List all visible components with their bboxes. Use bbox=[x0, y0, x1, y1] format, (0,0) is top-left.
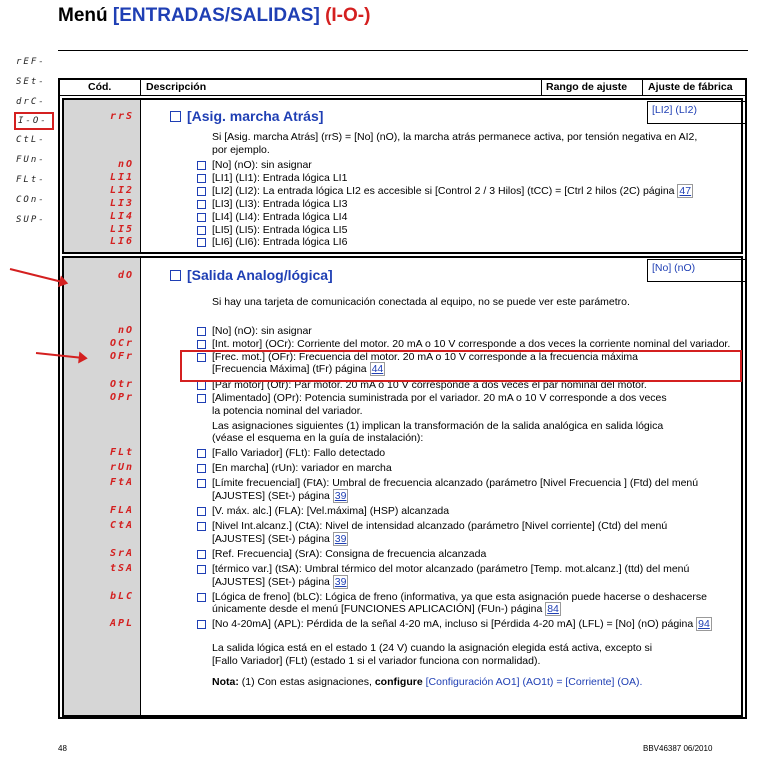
option-code: LI4 bbox=[109, 210, 134, 222]
option-code: tSA bbox=[109, 562, 134, 574]
checkbox-icon bbox=[197, 522, 206, 531]
page-title: Menú [ENTRADAS/SALIDAS] (I-O-) bbox=[58, 5, 371, 26]
header-range: Rango de ajuste bbox=[546, 81, 628, 93]
side-menu-item[interactable]: rEF- bbox=[16, 57, 46, 67]
side-menu bbox=[14, 52, 54, 230]
checkbox-icon bbox=[197, 565, 206, 574]
title-rule bbox=[58, 50, 748, 51]
page-link[interactable]: 44 bbox=[371, 363, 384, 376]
section-marker-icon bbox=[170, 111, 181, 122]
logic-intro: Las asignaciones siguientes (1) implican la transformación de la salida analógica en salida lógica (véase el esquema en la guía de instalación): bbox=[212, 419, 664, 445]
section-description: Si hay una tarjeta de comunicación conectada al equipo, no se puede ver este parámetro. bbox=[212, 296, 630, 308]
section-analog-logic-output: dO [Salida Analog/lógica] [No] (nO) Si hay una tarjeta de comunicación conectada al equipo, no se puede ver este parámetro. nO [No] (nO): sin asignar OCr [Int. motor] (OCr): Corriente del motor. 20 mA o 10 V corresponde a dos veces la corriente nominal del variador. OFr [Frec. mot.] (OFr): Frecuencia del motor. 20 mA o 10 V corresponde a la frecuencia máxima [Frecuencia Máxima] (tFr) página 44 Otr [Par motor] (Otr): Par motor. 20 mA o 10 V corresponde a dos veces el par nominal del motor. OPr [Alimentado] (OPr): Potencia suministrada por el variador. 20 mA o 10 V corresponde a dos veces la potencia nominal del variador. Las asignaciones siguientes (1) implican la transformación de la salida analógica en salida lógica (véase el esquema en la guía de instalación): FLt [Fallo Variador] (FLt): Fallo detectado rUn [En marcha] (rUn): variador en marcha FtA [Límite frecuencial] (FtA): Umbral de frecuencia alcanzado (parámetro [Nivel Frecuencia ] (Ftd) del menú [AJUSTES] (SEt-) página 39 FLA [V. máx. alc.] (FLA): [Vel.máxima] (HSP) alcanzada CtA [Nivel Int.alcanz.] (CtA): Nivel de intensidad alcanzado (parámetro [Nivel corriente] (Ctd) del menú [AJUSTES] (SEt-) página 39 SrA [Ref. Frecuencia] (SrA): Consigna de frecuencia alcanzada tSA [térmico var.] (tSA): Umbral térmico del motor alcanzado (parámetro [Temp. mot.alcanz.] (ttd) del menú [AJUSTES] (SEt-) página 39 bLC [Lógica de freno] (bLC): Lógica de freno (informativa, ya que esta asignación puede hacerse o deshacerse únicamente desde el menú [FUNCIONES APLICACIÓN] (FUn-) página 84 APL [No 4-20mA] (APL): Pérdida de la señal 4-20 mA, incluso si [Pérdida 4-20 mA] (LFL) = [No] (nO) página 94 La salida lógica está en el estado 1 (24 V) cuando la asignación elegida está activa, excepto si [Fallo Variador] (FLt) (estado 1 si el variador funciona con normalidad). Nota: (1) Con estas asignaciones, configure [Configuración AO1] (AO1t) = [Corriente] (OA). bbox=[62, 256, 743, 717]
checkbox-icon bbox=[197, 381, 206, 390]
parameter-table bbox=[58, 78, 747, 719]
side-menu-item[interactable]: I-O- bbox=[14, 112, 54, 130]
option-code: APL bbox=[109, 618, 134, 630]
option-code: rUn bbox=[109, 462, 134, 474]
checkbox-icon bbox=[197, 394, 206, 403]
checkbox-icon bbox=[197, 174, 206, 183]
checkbox-icon bbox=[197, 550, 206, 559]
table-header bbox=[60, 80, 745, 96]
option-code: LI1 bbox=[109, 171, 134, 183]
highlight-frame bbox=[180, 350, 742, 382]
side-menu-item[interactable]: drC- bbox=[16, 97, 46, 107]
option-code: OFr bbox=[109, 350, 134, 362]
checkbox-icon bbox=[197, 464, 206, 473]
option-code: LI5 bbox=[109, 223, 134, 235]
option-code: nO bbox=[117, 159, 134, 170]
checkbox-icon bbox=[197, 340, 206, 349]
checkbox-icon bbox=[197, 593, 206, 602]
option-code: Otr bbox=[109, 379, 134, 391]
option-code: CtA bbox=[109, 520, 134, 531]
checkbox-icon bbox=[197, 161, 206, 170]
side-menu-item[interactable]: COn- bbox=[16, 195, 46, 205]
side-menu-item[interactable]: FUn- bbox=[16, 155, 46, 165]
section-title: [Asig. marcha Atrás] bbox=[170, 108, 323, 124]
option-code: FLA bbox=[109, 505, 134, 516]
option-code: OPr bbox=[109, 392, 134, 403]
side-menu-item[interactable]: FLt- bbox=[16, 175, 46, 185]
option-code: LI2 bbox=[109, 184, 134, 196]
state-note: La salida lógica está en el estado 1 (24 V) cuando la asignación elegida está activa, excepto si [Fallo Variador] (FLt) (estado 1 si el variador funciona con normalidad). bbox=[212, 642, 653, 668]
checkbox-icon bbox=[197, 238, 206, 247]
section-marker-icon bbox=[170, 270, 181, 281]
option-code: nO bbox=[117, 325, 134, 336]
factory-value: [No] (nO) bbox=[647, 259, 747, 282]
checkbox-icon bbox=[197, 327, 206, 336]
checkbox-icon bbox=[197, 200, 206, 209]
side-menu-item[interactable]: CtL- bbox=[16, 135, 46, 145]
page-link[interactable]: 39 bbox=[334, 575, 347, 588]
option-code: LI6 bbox=[109, 236, 134, 248]
header-factory: Ajuste de fábrica bbox=[648, 81, 733, 93]
page-link[interactable]: 39 bbox=[334, 489, 347, 502]
checkbox-icon bbox=[197, 187, 206, 196]
checkbox-icon bbox=[197, 620, 206, 629]
checkbox-icon bbox=[197, 213, 206, 222]
side-menu-item[interactable]: SEt- bbox=[16, 77, 46, 87]
page-link[interactable]: 39 bbox=[334, 532, 347, 545]
option-code: FLt bbox=[109, 447, 134, 459]
section-description: Si [Asig. marcha Atrás] (rrS) = [No] (nO), la marcha atrás permanece activa, por tensión negativa en AI2, por ejemplo. bbox=[212, 131, 698, 156]
option-code: bLC bbox=[109, 590, 134, 602]
section-reverse-assignment: rrS [Asig. marcha Atrás] [LI2] (LI2) Si [Asig. marcha Atrás] (rrS) = [No] (nO), la marcha atrás permanece activa, por tensión negativa en AI2, por ejemplo. nO [No] (nO): sin asignar LI1 [LI1] (LI1): Entrada lógica LI1 LI2 [LI2] (LI2): La entrada lógica LI2 es accesible si [Control 2 / 3 Hilos] (tCC) = [Ctrl 2 hilos (2C) página 47 LI3 [LI3] (LI3): Entrada lógica LI3 LI4 [LI4] (LI4): Entrada lógica LI4 LI5 [LI5] (LI5): Entrada lógica LI5 LI6 [LI6] (LI6): Entrada lógica LI6 bbox=[62, 98, 743, 254]
footnote: Nota: (1) Con estas asignaciones, configure [Configuración AO1] (AO1t) = [Corriente] (OA). bbox=[212, 676, 643, 689]
factory-value: [LI2] (LI2) bbox=[647, 101, 747, 124]
param-code: rrS bbox=[109, 111, 134, 122]
page-link[interactable]: 84 bbox=[547, 603, 559, 616]
section-title: [Salida Analog/lógica] bbox=[170, 267, 333, 283]
side-menu-item[interactable]: SUP- bbox=[16, 215, 46, 225]
page-link[interactable]: 94 bbox=[698, 618, 710, 631]
option-code: LI3 bbox=[109, 197, 134, 209]
option-code: SrA bbox=[109, 547, 134, 559]
page-link[interactable]: 47 bbox=[679, 184, 692, 197]
checkbox-icon bbox=[197, 449, 206, 458]
document-reference: BBV46387 06/2010 bbox=[643, 744, 713, 753]
checkbox-icon bbox=[197, 507, 206, 516]
param-code: dO bbox=[117, 270, 134, 281]
page-number: 48 bbox=[58, 744, 67, 753]
header-code: Cód. bbox=[88, 81, 112, 93]
checkbox-icon bbox=[197, 479, 206, 488]
option-code: FtA bbox=[109, 477, 134, 489]
header-description: Descripción bbox=[146, 81, 207, 93]
option-code: OCr bbox=[109, 337, 134, 349]
checkbox-icon bbox=[197, 226, 206, 235]
